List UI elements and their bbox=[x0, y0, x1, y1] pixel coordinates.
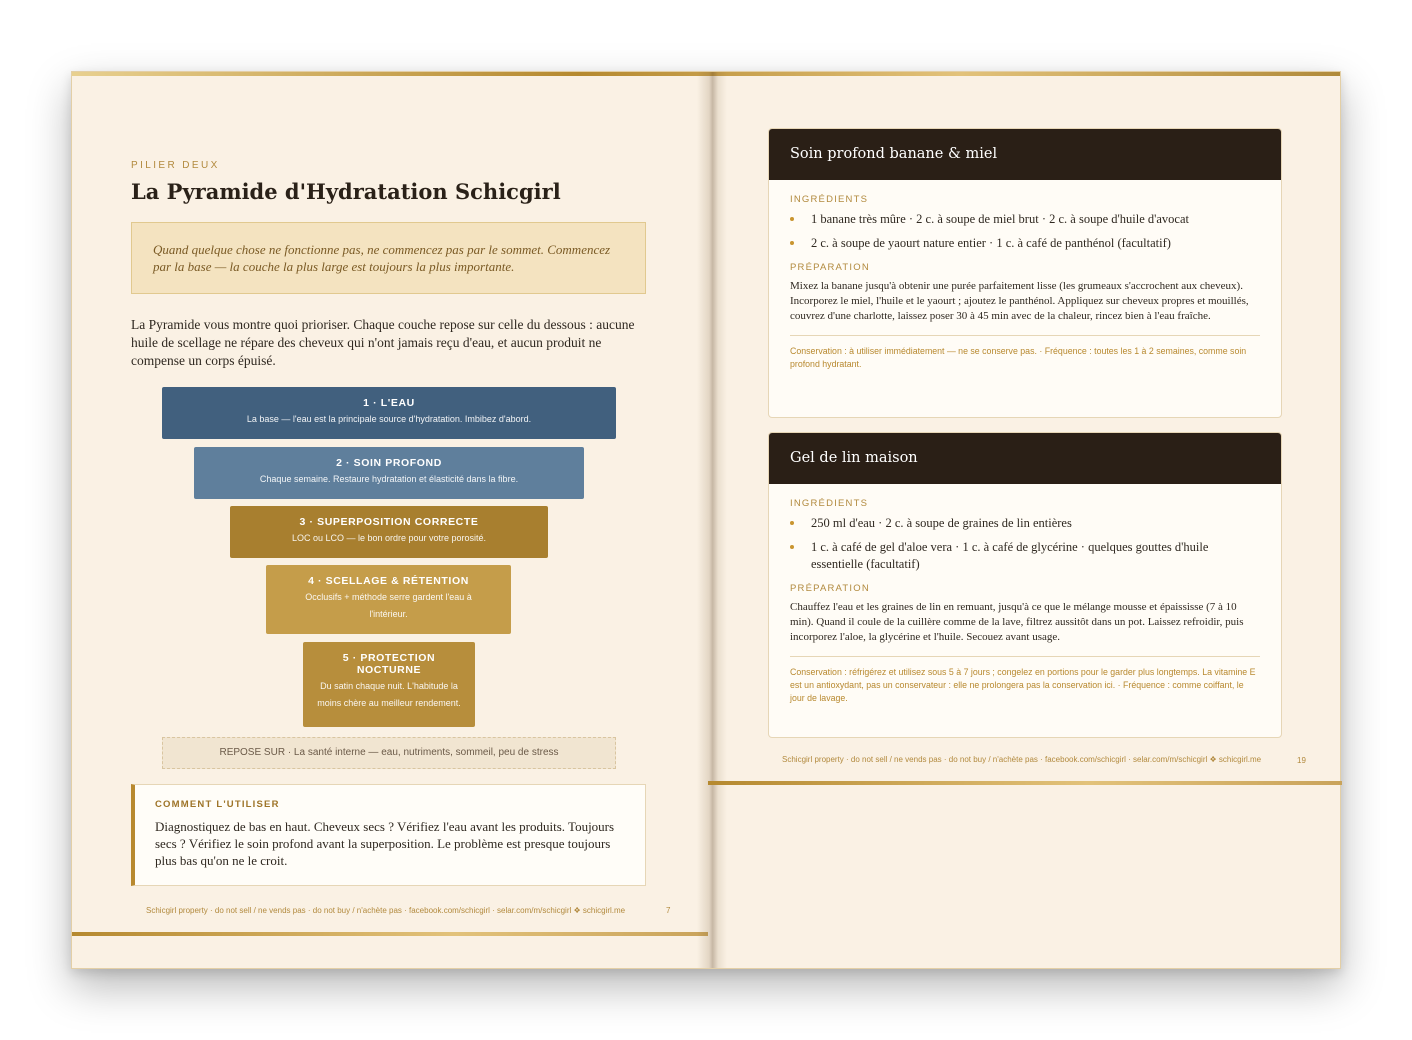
page-footer: Schicgirl property · do not sell / ne vends pas · do not buy / n'achète pas · facebook.com/schicgirl · selar.com/m/schicgirl ❖ schicgirl.me bbox=[782, 755, 1262, 764]
pyramid-layer-1 bbox=[162, 387, 616, 439]
page-number: 7 bbox=[666, 906, 671, 915]
bottom-gold-border bbox=[708, 781, 1342, 785]
how-to-use-label: COMMENT L'UTILISER bbox=[155, 799, 280, 810]
pyramid-layer-4 bbox=[266, 565, 511, 634]
pyramid-layer-title: 5 · PROTECTION NOCTURNE bbox=[342, 652, 436, 676]
pyramid-layer-2 bbox=[194, 447, 584, 499]
storage-note: Conservation : réfrigérez et utilisez sous 5 à 7 jours ; congelez en portions pour le garder plus longtemps. La vitamine E est un antioxydant, pas un conservateur : elle ne prolongera pas la conservation ici. · Fréquence : comme coiffant, le jour de lavage. bbox=[790, 656, 1260, 705]
pyramid-foundation: REPOSE SUR · La santé interne — eau, nutriments, sommeil, peu de stress bbox=[162, 737, 616, 769]
pyramid-layer-title: 3 · SUPERPOSITION CORRECTE bbox=[299, 516, 479, 528]
pyramid-layer-desc: Occlusifs + méthode serre gardent l'eau à l'intérieur. bbox=[305, 592, 472, 619]
pyramid-layer-desc: LOC ou LCO — le bon ordre pour votre porosité. bbox=[291, 533, 487, 543]
pyramid-layer-title: 1 · L'EAU bbox=[363, 397, 415, 409]
ingredient-item: 250 ml d'eau · 2 c. à soupe de graines de lin entières bbox=[790, 515, 1260, 532]
pyramid-layer-title: 2 · SOIN PROFOND bbox=[336, 457, 442, 469]
right-page bbox=[708, 72, 1342, 968]
preparation-label: PRÉPARATION bbox=[790, 583, 870, 594]
bullet-icon bbox=[790, 217, 794, 221]
pyramid-layer-3 bbox=[230, 506, 548, 558]
pyramid-layer-desc: Chaque semaine. Restaure hydratation et élasticité dans la fibre. bbox=[259, 474, 519, 484]
ingredients-label: INGRÉDIENTS bbox=[790, 194, 869, 205]
bullet-icon bbox=[790, 521, 794, 525]
pyramid-layer-title: 4 · SCELLAGE & RÉTENTION bbox=[308, 575, 469, 587]
preparation-text: Chauffez l'eau et les graines de lin en remuant, jusqu'à ce que le mélange mousse et épaississe (7 à 10 min). Quand il coule de la cuillère comme de la lave, filtrez aussitôt dans un pot. Laissez refroidir, puis incorporez l'aloe, la glycérine et l'huile. Secouez avant usage. bbox=[790, 601, 1244, 643]
recipe-card bbox=[768, 128, 1282, 418]
page-number: 19 bbox=[1297, 756, 1306, 765]
ingredients-label: INGRÉDIENTS bbox=[790, 498, 869, 509]
recipe-title: Soin profond banane & miel bbox=[769, 129, 1281, 180]
recipe-card bbox=[768, 432, 1282, 738]
pyramid-layer-desc: La base — l'eau est la principale source d'hydratation. Imbibez d'abord. bbox=[246, 414, 532, 424]
ingredients-list bbox=[790, 515, 1260, 573]
preparation-text: Mixez la banane jusqu'à obtenir une purée parfaitement lisse (les grumeaux s'accrochent aux cheveux). Incorporez le miel, l'huile et le yaourt ; ajoutez le panthénol. Appliquez sur cheveux propres et mouillés, couvrez d'une charlotte, laissez poser 30 à 45 min avec de la chaleur, rincez bien à l'eau fraîche. bbox=[790, 280, 1249, 322]
page-footer: Schicgirl property · do not sell / ne vends pas · do not buy / n'achète pas · facebook.com/schicgirl · selar.com/m/schicgirl ❖ schicgirl.me bbox=[146, 906, 626, 915]
how-to-use-body: Diagnostiquez de bas en haut. Cheveux secs ? Vérifiez l'eau avant les produits. Toujours secs ? Vérifiez le soin profond avant la superposition. Le problème est presque toujours plus bas qu'on ne le croit. bbox=[155, 819, 615, 868]
ingredient-item: 1 banane très mûre · 2 c. à soupe de miel brut · 2 c. à soupe d'huile d'avocat bbox=[790, 211, 1260, 228]
callout-quote: Quand quelque chose ne fonctionne pas, ne commencez pas par le sommet. Commencez par la base — la couche la plus large est toujours la plus importante. bbox=[131, 222, 646, 294]
ingredient-item: 1 c. à café de gel d'aloe vera · 1 c. à café de glycérine · quelques gouttes d'huile essentielle (facultatif) bbox=[790, 539, 1260, 573]
how-to-use-box bbox=[131, 784, 646, 886]
open-book bbox=[71, 71, 1341, 969]
ingredient-item: 2 c. à soupe de yaourt nature entier · 1 c. à café de panthénol (facultatif) bbox=[790, 235, 1260, 252]
pyramid-layer-5 bbox=[303, 642, 475, 727]
bullet-icon bbox=[790, 545, 794, 549]
bullet-icon bbox=[790, 241, 794, 245]
storage-note: Conservation : à utiliser immédiatement — ne se conserve pas. · Fréquence : toutes les 1 à 2 semaines, comme soin profond hydratant. bbox=[790, 335, 1260, 371]
page-title: La Pyramide d'Hydratation Schicgirl bbox=[131, 179, 561, 204]
section-kicker: PILIER DEUX bbox=[131, 160, 220, 171]
left-page bbox=[72, 72, 708, 968]
ingredients-list bbox=[790, 211, 1260, 252]
recipe-title: Gel de lin maison bbox=[769, 433, 1281, 484]
intro-paragraph: La Pyramide vous montre quoi prioriser. Chaque couche repose sur celle du dessous : aucune huile de scellage ne répare des cheveux qui n'ont jamais reçu d'eau, et aucun produit ne compense un corps épuisé. bbox=[131, 317, 635, 368]
bottom-gold-border bbox=[72, 932, 708, 936]
pyramid-layer-desc: Du satin chaque nuit. L'habitude la moins chère au meilleur rendement. bbox=[317, 681, 461, 708]
preparation-label: PRÉPARATION bbox=[790, 262, 870, 273]
